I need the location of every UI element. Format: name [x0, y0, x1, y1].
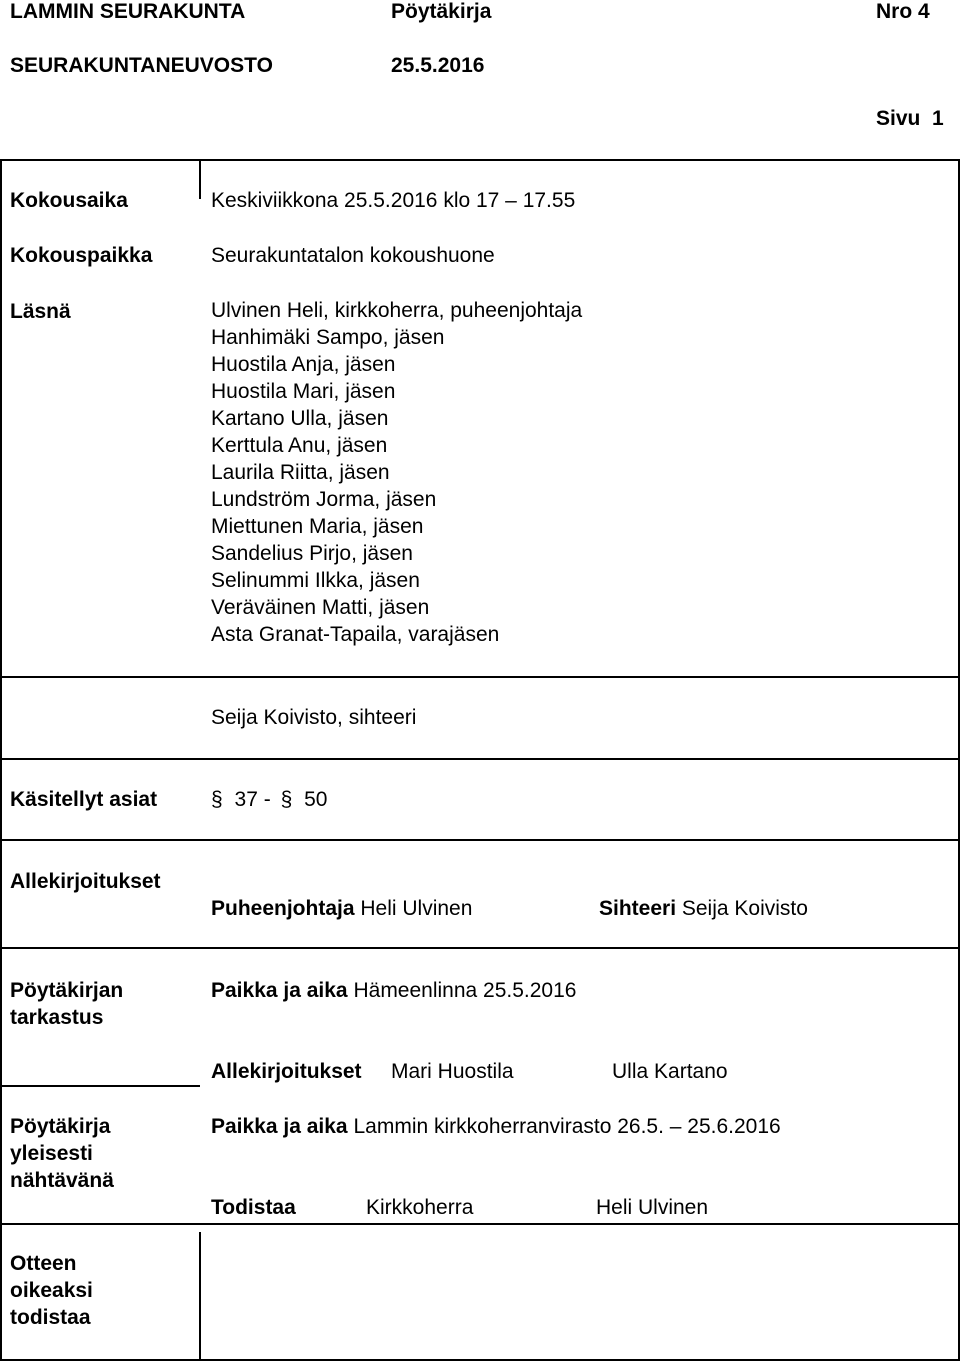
chair-role: Puheenjohtaja [211, 897, 355, 920]
secretary-line: Seija Koivisto, sihteeri [211, 706, 417, 729]
public-place-time-value: Lammin kirkkoherranvirasto 26.5. – 25.6.2016 [353, 1115, 781, 1138]
review-place-time-label: Paikka ja aika [211, 979, 348, 1002]
public-place-time [211, 1115, 781, 1139]
page-number: Sivu 1 [876, 107, 944, 130]
public-label: Pöytäkirja yleisesti nähtävänä [10, 1115, 114, 1192]
review-signer-2: Ulla Kartano [612, 1060, 728, 1083]
items-from: 37 - [234, 788, 271, 811]
items-range [211, 788, 327, 812]
review-label: Pöytäkirjan tarkastus [10, 979, 124, 1029]
meeting-place-value: Seurakuntatalon kokoushuone [211, 244, 495, 267]
present-label: Läsnä [10, 300, 71, 323]
secretary-name: Seija Koivisto [681, 897, 808, 920]
present-member: Hanhimäki Sampo, jäsen [211, 326, 445, 349]
body-name: SEURAKUNTANEUVOSTO [10, 54, 273, 77]
present-member: Miettunen Maria, jäsen [211, 515, 424, 538]
certify-name: Heli Ulvinen [596, 1196, 709, 1219]
meeting-place-label: Kokouspaikka [10, 244, 153, 267]
review-place-time-value: Hämeenlinna 25.5.2016 [353, 979, 577, 1002]
present-member: Sandelius Pirjo, jäsen [211, 542, 413, 565]
present-member: Huostila Mari, jäsen [211, 380, 396, 403]
items-label: Käsitellyt asiat [10, 788, 158, 811]
section-icon: § [280, 788, 293, 811]
secretary-role: Sihteeri [599, 897, 677, 920]
present-member: Veräväinen Matti, jäsen [211, 596, 430, 619]
present-member: Laurila Riitta, jäsen [211, 461, 390, 484]
present-member: Kartano Ulla, jäsen [211, 407, 389, 430]
review-signer-1: Mari Huostila [391, 1060, 514, 1083]
chair-name: Heli Ulvinen [360, 897, 473, 920]
doc-type: Pöytäkirja [391, 0, 492, 23]
section-icon: § [211, 788, 223, 811]
present-member: Ulvinen Heli, kirkkoherra, puheenjohtaja [211, 299, 583, 322]
certify-label: Todistaa [211, 1196, 296, 1219]
items-to: 50 [304, 788, 328, 811]
meeting-time-value: Keskiviikkona 25.5.2016 klo 17 – 17.55 [211, 189, 576, 212]
review-signatures-label: Allekirjoitukset [211, 1060, 362, 1083]
present-member: Asta Granat-Tapaila, varajäsen [211, 623, 500, 646]
certify-role: Kirkkoherra [366, 1196, 474, 1219]
present-member: Kerttula Anu, jäsen [211, 434, 388, 457]
doc-number: Nro 4 [876, 0, 930, 23]
meeting-time-label: Kokousaika [10, 189, 128, 212]
public-place-time-label: Paikka ja aika [211, 1115, 348, 1138]
chair-signature [211, 897, 472, 921]
present-list [211, 297, 582, 648]
signatures-label: Allekirjoitukset [10, 870, 161, 893]
secretary-signature [599, 897, 808, 921]
present-member: Huostila Anja, jäsen [211, 353, 396, 376]
org-name: LAMMIN SEURAKUNTA [10, 0, 246, 23]
review-place-time [211, 979, 576, 1003]
extract-label: Otteen oikeaksi todistaa [10, 1252, 93, 1329]
meeting-date: 25.5.2016 [391, 54, 485, 77]
present-member: Lundström Jorma, jäsen [211, 488, 437, 511]
present-member: Selinummi Ilkka, jäsen [211, 569, 420, 592]
